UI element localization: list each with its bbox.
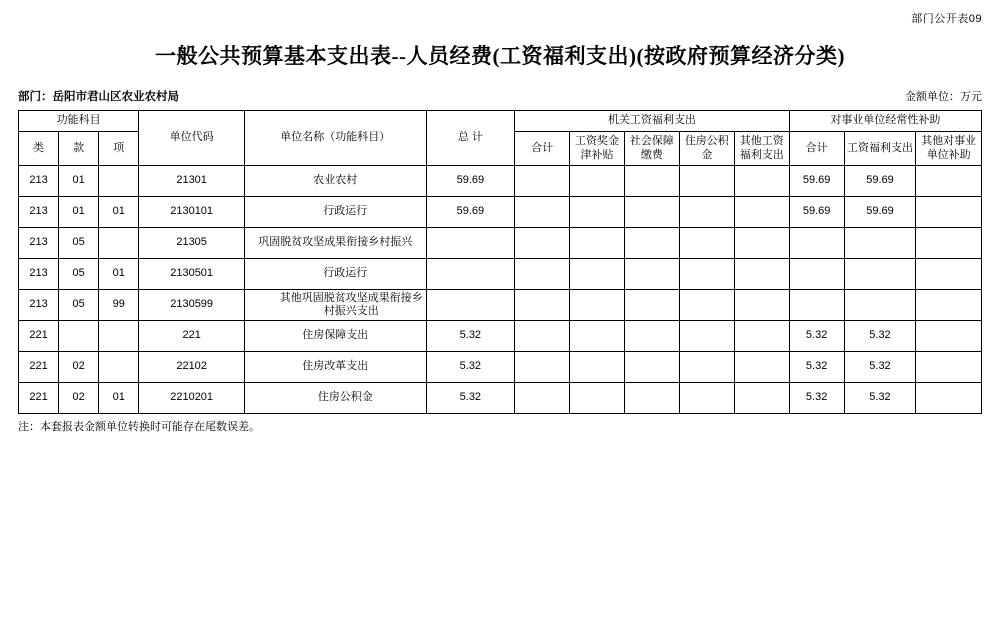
- form-code: 部门公开表09: [911, 13, 982, 25]
- cell-inst-salary: 59.69: [844, 197, 916, 228]
- cell-unit-name: 巩固脱贫攻坚成果衔接乡村振兴: [244, 228, 426, 259]
- cell-unit-code: 22102: [139, 352, 245, 383]
- header-total: 总 计: [426, 111, 515, 166]
- cell-total: [426, 228, 515, 259]
- cell-section: 02: [59, 352, 99, 383]
- meta-row: [18, 88, 982, 104]
- table-row: [19, 228, 982, 259]
- cell-org-salary-bonus: [570, 259, 625, 290]
- cell-org-social-insurance: [624, 290, 679, 321]
- cell-class: 221: [19, 321, 59, 352]
- cell-inst-salary: 5.32: [844, 352, 916, 383]
- cell-org-other: [734, 290, 789, 321]
- cell-org-housing-fund: [679, 166, 734, 197]
- cell-org-salary-bonus: [570, 383, 625, 414]
- cell-item: 01: [99, 197, 139, 228]
- cell-total: 59.69: [426, 197, 515, 228]
- header-org-other: 其他工资福利支出: [734, 131, 789, 166]
- cell-org-housing-fund: [679, 197, 734, 228]
- cell-org-social-insurance: [624, 321, 679, 352]
- cell-inst-salary: [844, 228, 916, 259]
- cell-org-total: [515, 321, 570, 352]
- cell-class: 213: [19, 228, 59, 259]
- cell-inst-total: 59.69: [789, 197, 844, 228]
- header-group-institution: 对事业单位经常性补助: [789, 111, 981, 132]
- cell-inst-total: 5.32: [789, 383, 844, 414]
- cell-item: 99: [99, 290, 139, 321]
- cell-inst-other: [916, 197, 982, 228]
- cell-class: 221: [19, 352, 59, 383]
- header-org-total: 合计: [515, 131, 570, 166]
- cell-org-total: [515, 383, 570, 414]
- table-body: [19, 166, 982, 414]
- header-org-housing-fund: 住房公积金: [679, 131, 734, 166]
- cell-org-total: [515, 166, 570, 197]
- cell-org-other: [734, 228, 789, 259]
- header-item: 项: [99, 131, 139, 166]
- cell-item: 01: [99, 383, 139, 414]
- budget-table: [18, 110, 982, 414]
- table-header-row-1: [19, 111, 982, 132]
- cell-org-other: [734, 383, 789, 414]
- cell-item: [99, 228, 139, 259]
- cell-org-total: [515, 228, 570, 259]
- cell-unit-code: 21301: [139, 166, 245, 197]
- cell-inst-total: [789, 228, 844, 259]
- cell-inst-other: [916, 290, 982, 321]
- cell-org-salary-bonus: [570, 290, 625, 321]
- cell-unit-code: 2130501: [139, 259, 245, 290]
- cell-org-salary-bonus: [570, 166, 625, 197]
- cell-total: 5.32: [426, 352, 515, 383]
- cell-inst-salary: 5.32: [844, 321, 916, 352]
- currency-unit-label: 金额单位：万元: [905, 91, 982, 103]
- header-inst-other: 其他对事业单位补助: [916, 131, 982, 166]
- header-inst-total: 合计: [789, 131, 844, 166]
- table-row: [19, 197, 982, 228]
- cell-org-salary-bonus: [570, 321, 625, 352]
- cell-unit-name: 住房保障支出: [244, 321, 426, 352]
- cell-section: 05: [59, 228, 99, 259]
- header-section: 款: [59, 131, 99, 166]
- cell-unit-code: 221: [139, 321, 245, 352]
- cell-inst-salary: 5.32: [844, 383, 916, 414]
- cell-org-other: [734, 166, 789, 197]
- cell-inst-other: [916, 352, 982, 383]
- cell-org-salary-bonus: [570, 197, 625, 228]
- page-title: 一般公共预算基本支出表--人员经费(工资福利支出)(按政府预算经济分类): [155, 44, 845, 68]
- cell-class: 221: [19, 383, 59, 414]
- cell-org-housing-fund: [679, 290, 734, 321]
- cell-unit-name: 农业农村: [244, 166, 426, 197]
- cell-org-housing-fund: [679, 383, 734, 414]
- cell-unit-name: 住房公积金: [244, 383, 426, 414]
- cell-inst-total: 5.32: [789, 321, 844, 352]
- cell-total: 59.69: [426, 166, 515, 197]
- cell-org-total: [515, 352, 570, 383]
- cell-inst-total: [789, 290, 844, 321]
- cell-inst-total: 5.32: [789, 352, 844, 383]
- cell-org-other: [734, 352, 789, 383]
- cell-org-other: [734, 197, 789, 228]
- cell-org-social-insurance: [624, 352, 679, 383]
- cell-inst-salary: [844, 259, 916, 290]
- cell-inst-total: 59.69: [789, 166, 844, 197]
- cell-item: [99, 166, 139, 197]
- cell-section: 02: [59, 383, 99, 414]
- cell-inst-other: [916, 383, 982, 414]
- cell-inst-other: [916, 321, 982, 352]
- cell-item: [99, 352, 139, 383]
- cell-class: 213: [19, 197, 59, 228]
- header-unit-name: 单位名称（功能科目）: [244, 111, 426, 166]
- cell-org-social-insurance: [624, 197, 679, 228]
- cell-total: 5.32: [426, 321, 515, 352]
- cell-class: 213: [19, 166, 59, 197]
- cell-section: 01: [59, 166, 99, 197]
- cell-org-social-insurance: [624, 166, 679, 197]
- cell-inst-other: [916, 166, 982, 197]
- cell-item: 01: [99, 259, 139, 290]
- cell-total: [426, 290, 515, 321]
- header-class: 类: [19, 131, 59, 166]
- header-func-subject: 功能科目: [19, 111, 139, 132]
- header-org-social-insurance: 社会保障缴费: [624, 131, 679, 166]
- cell-inst-other: [916, 228, 982, 259]
- cell-org-other: [734, 259, 789, 290]
- cell-inst-salary: 59.69: [844, 166, 916, 197]
- footer-note: 注：本套报表金额单位转换时可能存在尾数误差。: [18, 421, 260, 433]
- cell-org-housing-fund: [679, 321, 734, 352]
- table-row: [19, 166, 982, 197]
- header-org-salary-bonus: 工资奖金津补贴: [570, 131, 625, 166]
- cell-unit-code: 2130599: [139, 290, 245, 321]
- cell-inst-salary: [844, 290, 916, 321]
- cell-unit-name: 行政运行: [244, 259, 426, 290]
- cell-org-social-insurance: [624, 259, 679, 290]
- cell-unit-name: 其他巩固脱贫攻坚成果衔接乡村振兴支出: [244, 290, 426, 321]
- cell-section: 01: [59, 197, 99, 228]
- cell-unit-code: 21305: [139, 228, 245, 259]
- table-row: [19, 290, 982, 321]
- cell-org-housing-fund: [679, 259, 734, 290]
- cell-org-housing-fund: [679, 228, 734, 259]
- cell-inst-other: [916, 259, 982, 290]
- cell-org-total: [515, 290, 570, 321]
- cell-total: [426, 259, 515, 290]
- cell-item: [99, 321, 139, 352]
- header-inst-salary: 工资福利支出: [844, 131, 916, 166]
- header-group-org: 机关工资福利支出: [515, 111, 789, 132]
- cell-section: 05: [59, 259, 99, 290]
- cell-org-other: [734, 321, 789, 352]
- department-label: 部门：岳阳市君山区农业农村局: [18, 91, 179, 103]
- cell-org-housing-fund: [679, 352, 734, 383]
- table-row: [19, 383, 982, 414]
- cell-unit-code: 2210201: [139, 383, 245, 414]
- cell-org-social-insurance: [624, 228, 679, 259]
- table-row: [19, 321, 982, 352]
- cell-unit-name: 住房改革支出: [244, 352, 426, 383]
- cell-org-total: [515, 197, 570, 228]
- cell-total: 5.32: [426, 383, 515, 414]
- cell-org-salary-bonus: [570, 228, 625, 259]
- cell-section: [59, 321, 99, 352]
- cell-unit-name: 行政运行: [244, 197, 426, 228]
- table-row: [19, 352, 982, 383]
- cell-org-social-insurance: [624, 383, 679, 414]
- cell-class: 213: [19, 259, 59, 290]
- cell-org-salary-bonus: [570, 352, 625, 383]
- cell-org-total: [515, 259, 570, 290]
- header-unit-code: 单位代码: [139, 111, 245, 166]
- table-row: [19, 259, 982, 290]
- cell-section: 05: [59, 290, 99, 321]
- cell-class: 213: [19, 290, 59, 321]
- cell-inst-total: [789, 259, 844, 290]
- cell-unit-code: 2130101: [139, 197, 245, 228]
